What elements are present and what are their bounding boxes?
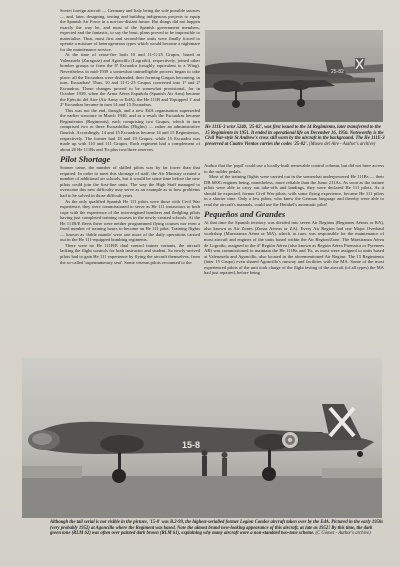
- he111-airfield-photo: [22, 358, 382, 518]
- bottom-photo-fuselage-code: 15-8: [182, 440, 201, 450]
- top-photo-caption: [205, 125, 385, 147]
- he111-parked-photo: [205, 30, 383, 122]
- bottom-photo-caption: [50, 520, 384, 537]
- right-text-column: [204, 163, 384, 276]
- left-paragraph-4: Sooner came, the number of skilled pilots was by far lower than that required. In order to meet this shortage of staff, the Air Ministry created a number of additional air schools, but it would be some time before the new pilots could join the first-line units. The way the High Staff managed to overcome this new difficulty may serve as an example as to how problems had to be solved in those difficult years.: [60, 165, 200, 198]
- roundel-icon: [282, 432, 298, 448]
- right-paragraph-2: Most of the training flights were carried out in the somewhat underpowered He 111Bs — their DB 600G engines being, nonetheless, more reliable than the Jumo 211As. As soon as the trainee pilots were able to carry out take-offs and landings, they were declared He 111 pilots. As it should be expected, former Civil War pilots, with some flying experience, became He 111 pilots in a shorter time. Only a few pilots, who knew the German language and thereby were able to read the aircraft's manuals, could use the Heinkel's automatic pilot!: [204, 174, 384, 207]
- left-paragraph-6: There were no He 111B/E dual control trainer variants, the aircraft lacking the flight controls for both instructor and student. So newly-arrived pilots had to gain He 111 experience by flying the aircraft themselves, from the so-called 'supernumerary seat'. Some veteran pilots recounted to the: [60, 242, 200, 265]
- right-paragraph-1: Author that the 'pupil' could use a locally-built removable control column, but did not have access to the rudder pedals.: [204, 163, 384, 174]
- pilot-shortage-heading: Pilot Shortage: [60, 154, 111, 165]
- bottom-caption-credit: (C Gómez - Author's archive): [315, 531, 371, 537]
- left-paragraph-1: Soviet foreign aircraft — Germany and Italy being the sole possible sources — and, later, designing, testing and building indigenous projects to equip the Spanish Air Force in a not-too-distant future. But things did not happen exactly the way he, and most of the Spanish government members, expected and the fantastic, to say the least, plans proved to be impossible to materialise. Thus, most first and second-line units were finally forced to operate a mixture of heterogeneous types which would become a nightmare for the maintenance service.: [60, 8, 200, 52]
- left-paragraph-2: At the time of cease-fire both 10 and 11-G-25 Grupos, based at Valenzuela (Zaragoza) and Agoncillo (Logroño), respectively, joined other bomber groups to form the 8ª Escuadra (roughly equivalent to a Wing). Nevertheless in mid-1939 a somewhat unintelligible process began to take place: all the Escuadras were disbanded, their forming Grupos becoming, in turn, Escuadras! Thus, 10 and 11-G-25 Grupos converted into 1ª and 2ª Escuadras. These changes proved to be somewhat provisional, for in October 1939, when the Arma Aérea Española (Spanish Air Arm) became the Ejército del Aire (Air Army or EdA), the He 111B and 'Equipped 1' and 2ª Escuadras became in turn 14 and 15 Escuadras.: [60, 52, 200, 108]
- pequenos-heading: Pequeños and Grandes: [204, 209, 286, 220]
- top-photo-tail-code: 25-82: [331, 69, 344, 75]
- bottom-aircraft-photo: [22, 358, 382, 518]
- right-paragraph-3: At that time the Spanish territory was divided into seven Air Regions (Regiones Aéreas or RA), also known as Air Zones (Zonas Aéreas or ZA). Every Air Region had one Major Overhaul workshop (Maestranza Aérea or MA), which, in turn, was responsible for the maintenance of most aircraft and engines of the units based within the Air Region/Zone. The Maestranza Aérea de Logroño, assigned to the 4ª Región Aérea (also known as Región Aérea Pirenaica or Pyrenees AR) was commissioned to maintain the He 111Bs and 'Es, as most were assigned to units based at Valenzuela and Agoncillo, also located in the aforementioned Air Region. The 15 Regimiento (later 15 Grupo) even shared Agoncillo's runway and facilities with the MA. Some of the most experienced pilots of the unit took charge of the flight testing of the aircraft (of all types) the MA had just repaired, before being: [204, 220, 384, 276]
- left-text-column: [60, 8, 200, 265]
- top-caption-text: He 111E-3 w/nr 5240, '25-82', was first issued to the 14 Regimiento, later transferred to the 15 Regimiento in 1951. It ended its operational life on December 16, 1956. Noteworthy is the Civil War-style St Andrew's cross still worn by the aircraft in the background. The He 111E-3 preserved at Cuatro Vientos carries the codes '25-82'.: [205, 125, 385, 147]
- left-paragraph-3: This was not the end, though, and a new EdA organisation superseded the earlier structure in March 1940, and as a result the Escuadras became Regimientos (Regiments), each comprising two Grupos, which in turn comprised two or three Escuadrillas (Flights) — rather an administrative flourish. Accordingly, 14 and 15 Escuadras became 14 and 15 Regimientos, respectively. The former had 18 and 19 Grupos, while 15 Escuadra was made up with 110 and 111 Grupos. Each regiment had a complement of about 20 He 111Bs and 'Es plus two/three reserves.: [60, 107, 200, 152]
- top-caption-credit: (Museo del Aire - Author's archive): [309, 141, 376, 147]
- bottom-caption-text: Although the tail serial is not visible in the picture, '15-8' was B.2-99, the highest-serialled former Legion Condor aircraft taken over by the EdA. Pictured in the early 1950s (very probably 1952) at Agoncillo where the Regiment was based. Note the almost brand new-looking appearance of this aircraft, as late as 1952! By this time, the dark green tone (RLM 62) was often over painted dark brown (RLM 61), explaining why many aircraft wore a non-standard two-tone scheme.: [50, 520, 384, 537]
- left-paragraph-5: As the only qualified Spanish He 111 pilots were those with Civil War experience, they were commissioned to serve as He 111 instructors to both cope with the experience of the twin-engined bombers and fledgling pilots having just completed training courses in the newly-created schools. At the He 111B/E fleets there were neither programmed flying courses nor even a fixed number of training hours to become an He 111 pilot. Training flights — known as 'doble mando' were one more of the daily operations carried out in the He 111-equipped bombing regiments.: [60, 198, 200, 243]
- top-aircraft-photo: [205, 30, 383, 122]
